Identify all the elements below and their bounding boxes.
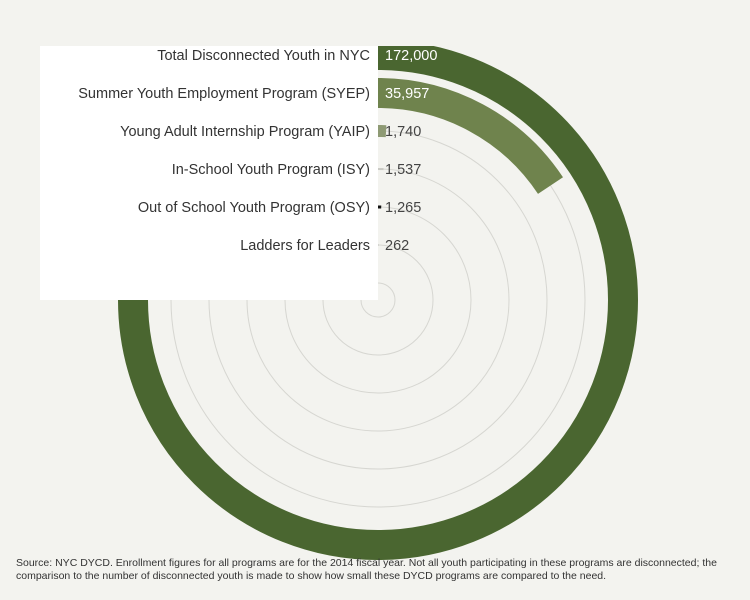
source-note: Source: NYC DYCD. Enrollment figures for all programs are for the 2014 fiscal year. Not all youth participating in these programs are disconnected; the comparison to the number of disconnected youth is made to show how small these DYCD programs are compared to the need. (16, 557, 717, 582)
value-label-2: 35,957 (385, 86, 430, 102)
value-label-5: 1,265 (385, 200, 422, 216)
value-label-4: 1,537 (385, 162, 422, 178)
series-label-2: Summer Youth Employment Program (SYEP) (78, 86, 370, 102)
series-label-4: In-School Youth Program (ISY) (171, 162, 370, 178)
title-band (0, 0, 750, 46)
panel-margin (0, 46, 40, 300)
value-label-3: 1,740 (385, 124, 422, 140)
series-label-3: Young Adult Internship Program (YAIP) (120, 124, 370, 140)
series-label-5: Out of School Youth Program (OSY) (137, 200, 370, 216)
value-label-6: 262 (385, 238, 410, 254)
series-label-1: Total Disconnected Youth in NYC (157, 48, 370, 64)
series-label-6: Ladders for Leaders (240, 238, 370, 254)
value-label-1: 172,000 (385, 48, 438, 64)
